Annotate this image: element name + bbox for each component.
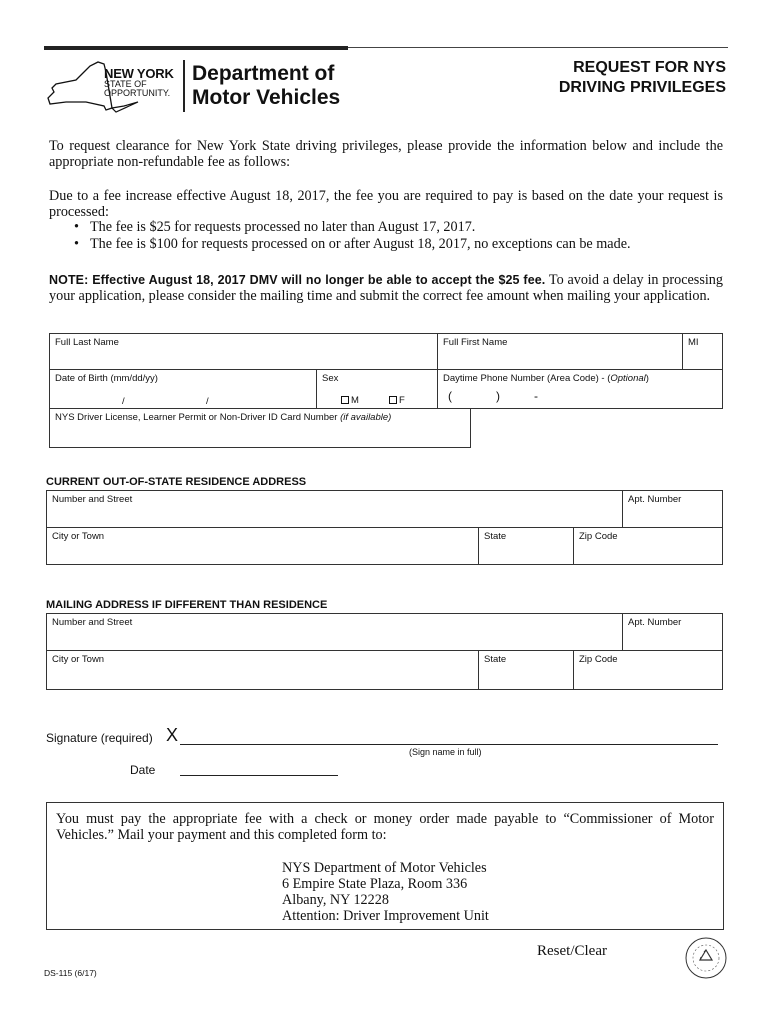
dmv-name-line1: Department of: [192, 62, 335, 85]
fee-list: [74, 219, 631, 253]
ny-logo-word: NEW YORK: [104, 66, 174, 81]
form-title-line1: REQUEST FOR NYS: [573, 59, 726, 76]
ny-tagline-1: STATE OF: [104, 79, 147, 89]
dmv-name: [192, 62, 340, 110]
header-rule: [44, 46, 348, 50]
phone-paren-open: (: [448, 389, 452, 403]
residence-zip-label: Zip Code: [579, 531, 618, 542]
mailing-street-label: Number and Street: [52, 617, 133, 628]
phone-label-text: Daytime Phone Number (Area Code) - (: [443, 373, 611, 384]
residence-state-label: State: [484, 531, 507, 542]
last-name-field[interactable]: [49, 333, 438, 370]
note-paragraph: [49, 272, 723, 304]
phone-paren-close: ): [496, 389, 500, 403]
sex-male-label: M: [351, 395, 359, 406]
residence-state-field[interactable]: [478, 527, 574, 565]
mailing-destination: [282, 860, 489, 924]
date-label: Date: [130, 763, 156, 777]
address-line: NYS Department of Motor Vehicles: [282, 860, 487, 876]
logo-divider: [183, 60, 185, 112]
form-title: [559, 58, 726, 98]
date-line[interactable]: [180, 775, 338, 776]
mailing-apt-label: Apt. Number: [628, 617, 682, 628]
residence-section-title: CURRENT OUT-OF-STATE RESIDENCE ADDRESS: [46, 476, 307, 488]
address-line: Attention: Driver Improvement Unit: [282, 908, 489, 924]
address-line: Albany, NY 12228: [282, 892, 389, 908]
sex-female-option[interactable]: [389, 395, 405, 406]
mailing-section-title: MAILING ADDRESS IF DIFFERENT THAN RESIDENCE: [46, 599, 328, 611]
signature-hint: (Sign name in full): [409, 747, 482, 757]
mailing-zip-field[interactable]: [573, 650, 723, 690]
reset-clear-button[interactable]: Reset/Clear: [537, 943, 607, 959]
note-bold: NOTE: Effective August 18, 2017 DMV will no longer be able to accept the $25 fee.: [49, 273, 546, 287]
ny-logo-tagline: [104, 80, 170, 98]
dob-label: Date of Birth (mm/dd/yy): [55, 373, 158, 384]
phone-optional: Optional: [610, 373, 646, 384]
checkbox-female[interactable]: [389, 396, 397, 404]
dob-field[interactable]: [49, 369, 317, 409]
dob-separator: /: [122, 396, 125, 407]
residence-city-label: City or Town: [52, 531, 105, 542]
signature-line[interactable]: [180, 744, 718, 745]
fee-item: • The fee is $25 for requests processed no later than August 17, 2017.: [74, 219, 631, 236]
intro-paragraph: To request clearance for New York State driving privileges, please provide the information below and include the appropriate non-refundable fee as follows:: [49, 138, 723, 170]
mailing-city-label: City or Town: [52, 654, 105, 665]
residence-zip-field[interactable]: [573, 527, 723, 565]
fee-item: • The fee is $100 for requests processed on or after August 18, 2017, no exceptions can be made.: [74, 236, 631, 253]
mi-label: MI: [688, 337, 699, 348]
dob-separator: /: [206, 396, 209, 407]
sex-label: Sex: [322, 373, 339, 384]
sex-field: [316, 369, 438, 409]
sex-female-label: F: [399, 395, 405, 406]
sex-male-option[interactable]: [341, 395, 359, 406]
license-number-field[interactable]: [49, 408, 471, 448]
residence-apt-label: Apt. Number: [628, 494, 682, 505]
license-label-text: NYS Driver License, Learner Permit or Non-Driver ID Card Number: [55, 412, 341, 423]
residence-apt-field[interactable]: [622, 490, 723, 528]
form-number: DS-115 (6/17): [44, 968, 97, 978]
mailing-street-field[interactable]: [46, 613, 623, 651]
middle-initial-field[interactable]: [682, 333, 723, 370]
residence-street-field[interactable]: [46, 490, 623, 528]
residence-street-label: Number and Street: [52, 494, 133, 505]
mailing-zip-label: Zip Code: [579, 654, 618, 665]
residence-city-field[interactable]: [46, 527, 479, 565]
mailing-city-field[interactable]: [46, 650, 479, 690]
fee-intro-paragraph: Due to a fee increase effective August 18, 2017, the fee you are required to pay is based on the date your request is processed:: [49, 188, 723, 220]
license-label: [55, 412, 465, 423]
phone-field[interactable]: [437, 369, 723, 409]
signature-x-mark: X: [166, 725, 179, 745]
last-name-label: Full Last Name: [55, 337, 119, 348]
license-label-italic: (if available): [340, 412, 392, 423]
phone-label: [443, 373, 717, 384]
note-rest: To avoid a delay in processing your application, please consider the mailing time and submit the correct fee amount when mailing your application.: [49, 272, 723, 304]
phone-dash: -: [534, 389, 538, 403]
dmv-name-line2: Motor Vehicles: [192, 86, 341, 109]
phone-label-close: ): [645, 373, 649, 384]
mailing-apt-field[interactable]: [622, 613, 723, 651]
mailing-state-label: State: [484, 654, 507, 665]
signature-label: Signature (required): [46, 731, 153, 745]
checkbox-male[interactable]: [341, 396, 349, 404]
mailing-state-field[interactable]: [478, 650, 574, 690]
payment-text: You must pay the appropriate fee with a check or money order made payable to “Commissioner of Motor Vehicles.” Mail your payment and this completed form to:: [56, 811, 714, 843]
form-title-line2: DRIVING PRIVILEGES: [558, 79, 726, 96]
first-name-field[interactable]: [437, 333, 683, 370]
recycle-seal-icon: [684, 936, 728, 980]
ny-tagline-2: OPPORTUNITY.: [104, 88, 171, 98]
address-line: 6 Empire State Plaza, Room 336: [282, 876, 468, 892]
header-thin-rule: [348, 47, 728, 48]
first-name-label: Full First Name: [443, 337, 508, 348]
